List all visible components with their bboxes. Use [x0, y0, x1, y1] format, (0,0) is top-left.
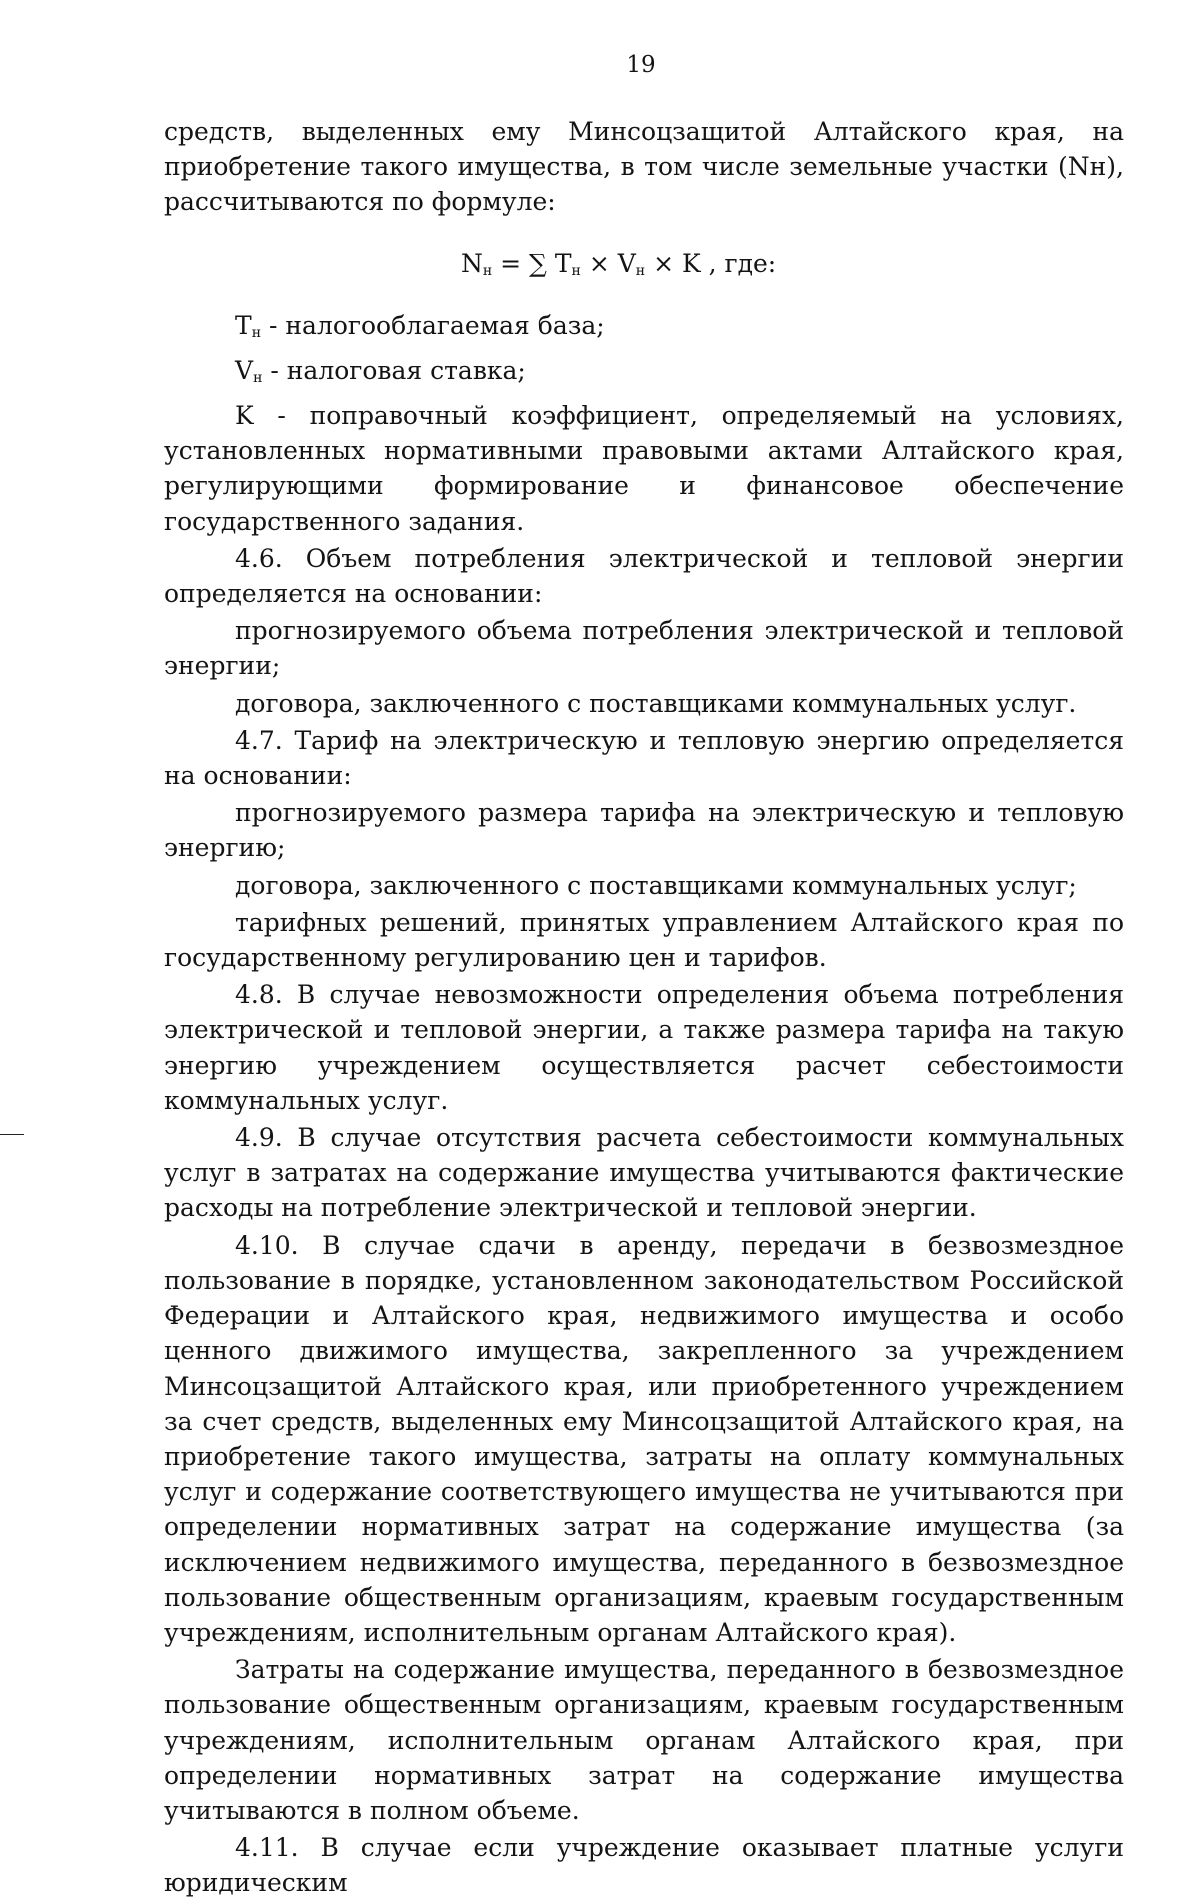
formula-lhs-sub: н — [482, 262, 493, 279]
def-text: - налоговая ставка; — [262, 355, 526, 385]
def-symbol: K — [235, 401, 254, 431]
paragraph-4-8: 4.8. В случае невозможности определения объема потребления электрической и тепловой энергии, а также размера тарифа на такую энергию учреждением осуществляется расчет себестоимости коммунальных услуг. — [164, 980, 1124, 1115]
definition-v — [164, 353, 1124, 396]
paragraph-4-11: 4.11. В случае если учреждение оказывает платные услуги юридическим — [164, 1833, 1124, 1898]
definition-k — [164, 398, 1124, 539]
def-symbol: $V_н$ — [235, 355, 263, 386]
paragraph-item: прогнозируемого размера тарифа на электрическую и тепловую энергию; — [164, 798, 1124, 863]
paragraph-4-9: 4.9. В случае отсутствия расчета себестоимости коммунальных услуг в затратах на содержание имущества учитываются фактические расходы на потребление электрической и тепловой энергии. — [164, 1123, 1124, 1223]
paragraph-costs: Затраты на содержание имущества, переданного в безвозмездное пользование общественным организациям, краевым государственным учреждениям, исполнительным органам Алтайского края, при определении нормативных затрат на содержание имущества учитываются в полном объеме. — [164, 1655, 1124, 1825]
def-text: - налогооблагаемая база; — [261, 310, 605, 340]
formula-tail: × K , где: — [645, 248, 777, 278]
document-body — [164, 114, 1124, 1901]
paragraph-4-7: 4.7. Тариф на электрическую и тепловую энергию определяется на основании: — [164, 725, 1124, 791]
def-symbol: $T_н$ — [235, 310, 262, 341]
definition-t — [164, 308, 1124, 351]
formula-times: × V — [580, 248, 636, 278]
paragraph-item: договора, заключенного с поставщиками коммунальных услуг. — [235, 688, 1077, 718]
page-number: 19 — [626, 52, 656, 78]
paragraph-4-10: 4.10. В случае сдачи в аренду, передачи в безвозмездное пользование в порядке, установленном законодательством Российской Федерации и Алтайского края, недвижимого имущества и особо ценного движимого имущества, закрепленного за учреждением Минсоцзащитой Алтайского края, или приобретенного учреждением за счет средств, выделенных ему Минсоцзащитой Алтайского края, на приобретение такого имущества, затраты на оплату коммунальных услуг и содержание соответствующего имущества не учитываются при определении нормативных затрат на содержание имущества (за исключением недвижимого имущества, переданного в безвозмездное пользование общественным организациям, краевым государственным учреждениям, исполнительным органам Алтайского края). — [164, 1230, 1124, 1647]
paragraph-item: прогнозируемого объема потребления электрической и тепловой энергии; — [164, 616, 1124, 681]
paragraph-4-6: 4.6. Объем потребления электрической и тепловой энергии определяется на основании: — [164, 543, 1124, 609]
intro-paragraph: средств, выделенных ему Минсоцзащитой Алтайского края, на приобретение такого имущества, в том числе земельные участки (Nн), рассчитываются по формуле: — [164, 117, 1124, 217]
formula-lhs: N — [461, 248, 483, 278]
formula-v-sub: н — [635, 262, 646, 279]
paragraph-item: тарифных решений, принятых управлением Алтайского края по государственному регулированию цен и тарифов. — [164, 907, 1124, 973]
paragraph-item: договора, заключенного с поставщиками коммунальных услуг; — [235, 870, 1077, 900]
def-text: - поправочный коэффициент, определяемый на условиях, установленных нормативными правовыми актами Алтайского края, регулирующими формирование и финансовое обеспечение государственного задания. — [164, 401, 1124, 536]
formula — [164, 220, 1124, 308]
formula-t-sub: н — [571, 262, 581, 279]
margin-mark — [0, 1134, 24, 1135]
formula-eq: = ∑ T — [492, 248, 572, 278]
